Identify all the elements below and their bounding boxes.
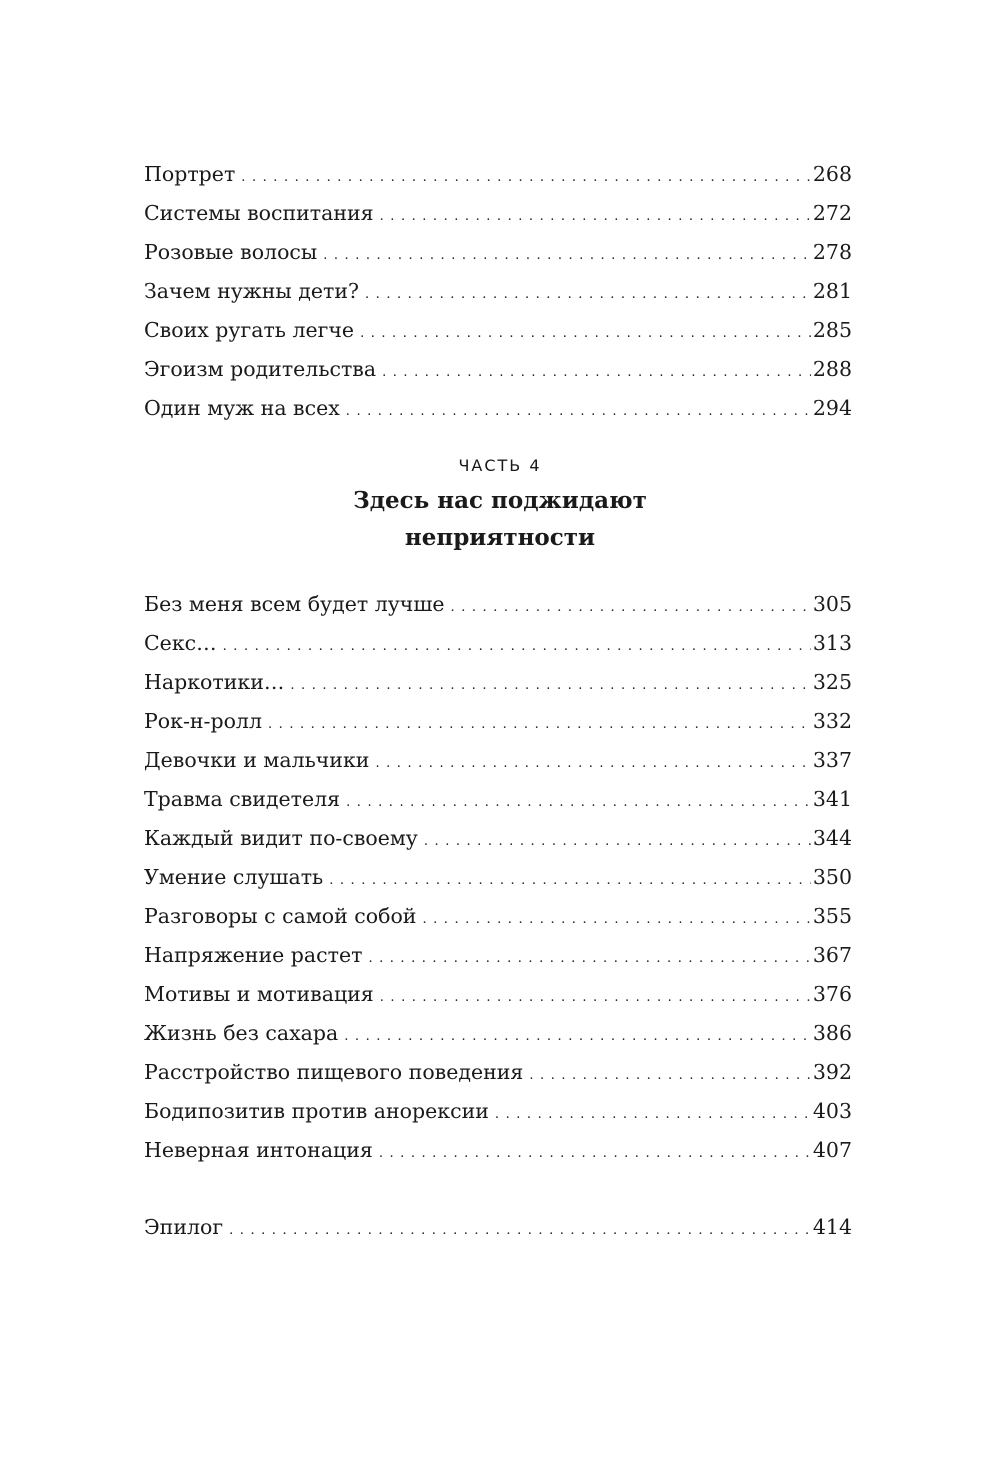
page-number: 332 [812,709,852,733]
toc-entry [144,783,852,815]
page-number: 313 [812,631,852,655]
entry-title: Расстройство пищевого поведения [144,1060,524,1084]
toc-entry [144,900,852,932]
page-number: 272 [812,201,852,225]
toc-entry [144,588,852,620]
toc-entry [144,275,852,307]
toc-top-list [144,158,852,438]
page-number: 288 [812,357,852,381]
dot-leader [422,904,810,936]
entry-title: Секс… [144,631,217,655]
dot-leader [382,357,811,389]
entry-title: Розовые волосы [144,240,318,264]
page-number: 344 [812,826,852,850]
toc-entry [144,353,852,385]
dot-leader [241,162,811,194]
dot-leader [229,1215,811,1247]
toc-entry [144,666,852,698]
entry-title: Напряжение растет [144,943,363,967]
dot-leader [360,318,811,350]
dot-leader [380,201,811,233]
dot-leader [424,826,811,858]
toc-entry [144,158,852,190]
entry-title: Системы воспитания [144,201,374,225]
toc-entry [144,939,852,971]
entry-title: Мотивы и мотивация [144,982,374,1006]
part-label: ЧАСТЬ 4 [458,456,542,475]
toc-part4-list [144,588,852,1178]
toc-entry [144,822,852,854]
toc-entry [144,1017,852,1049]
page-number: 278 [812,240,852,264]
dot-leader [323,240,811,272]
page-number: 376 [812,982,852,1006]
page-number: 403 [812,1099,852,1123]
entry-title: Девочки и мальчики [144,748,370,772]
entry-title: Неверная интонация [144,1138,373,1162]
entry-title: Умение слушать [144,865,324,889]
page-number: 294 [812,396,852,420]
page-number: 407 [812,1138,852,1162]
dot-leader [375,748,810,780]
dot-leader [529,1060,810,1092]
dot-leader [223,631,811,663]
toc-entry [144,1095,852,1127]
dot-leader [451,592,811,624]
dot-leader [329,865,811,897]
dot-leader [346,396,811,428]
page-number: 325 [812,670,852,694]
part-title [0,482,1000,556]
entry-title: Разговоры с самой собой [144,904,417,928]
dot-leader [290,670,811,702]
dot-leader [365,279,811,311]
entry-title: Рок-н-ролл [144,709,262,733]
entry-title: Эпилог [144,1215,224,1239]
toc-entry [144,314,852,346]
toc-entry [144,1134,852,1166]
dot-leader [379,1138,811,1170]
toc-entry-epilogue [144,1211,852,1243]
toc-entry [144,197,852,229]
part-title-line2: неприятности [404,524,596,551]
toc-entry [144,1056,852,1088]
toc-entry [144,236,852,268]
entry-title: Своих ругать легче [144,318,355,342]
toc-entry [144,392,852,424]
page-number: 367 [812,943,852,967]
entry-title: Портрет [144,162,236,186]
dot-leader [346,787,811,819]
toc-entry [144,978,852,1010]
entry-title: Бодипозитив против анорексии [144,1099,489,1123]
page-number: 392 [812,1060,852,1084]
page-number: 305 [812,592,852,616]
toc-entry [144,861,852,893]
entry-title: Один муж на всех [144,396,340,420]
page-number: 355 [812,904,852,928]
entry-title: Без меня всем будет лучше [144,592,445,616]
toc-entry [144,705,852,737]
page-number: 414 [812,1215,852,1239]
page-number: 350 [812,865,852,889]
toc-entry [144,744,852,776]
entry-title: Каждый видит по-своему [144,826,418,850]
entry-title: Жизнь без сахара [144,1021,339,1045]
page-number: 386 [812,1021,852,1045]
dot-leader [368,943,810,975]
entry-title: Наркотики… [144,670,285,694]
dot-leader [268,709,811,741]
dot-leader [380,982,811,1014]
page-number: 281 [812,279,852,303]
page-number: 341 [812,787,852,811]
part-title-line1: Здесь нас поджидают [353,487,647,514]
toc-epilogue [144,1211,852,1245]
dot-leader [344,1021,811,1053]
entry-title: Травма свидетеля [144,787,341,811]
toc-entry [144,627,852,659]
page-number: 268 [812,162,852,186]
page-number: 337 [812,748,852,772]
entry-title: Зачем нужны дети? [144,279,359,303]
dot-leader [495,1099,811,1131]
entry-title: Эгоизм родительства [144,357,377,381]
page-number: 285 [812,318,852,342]
